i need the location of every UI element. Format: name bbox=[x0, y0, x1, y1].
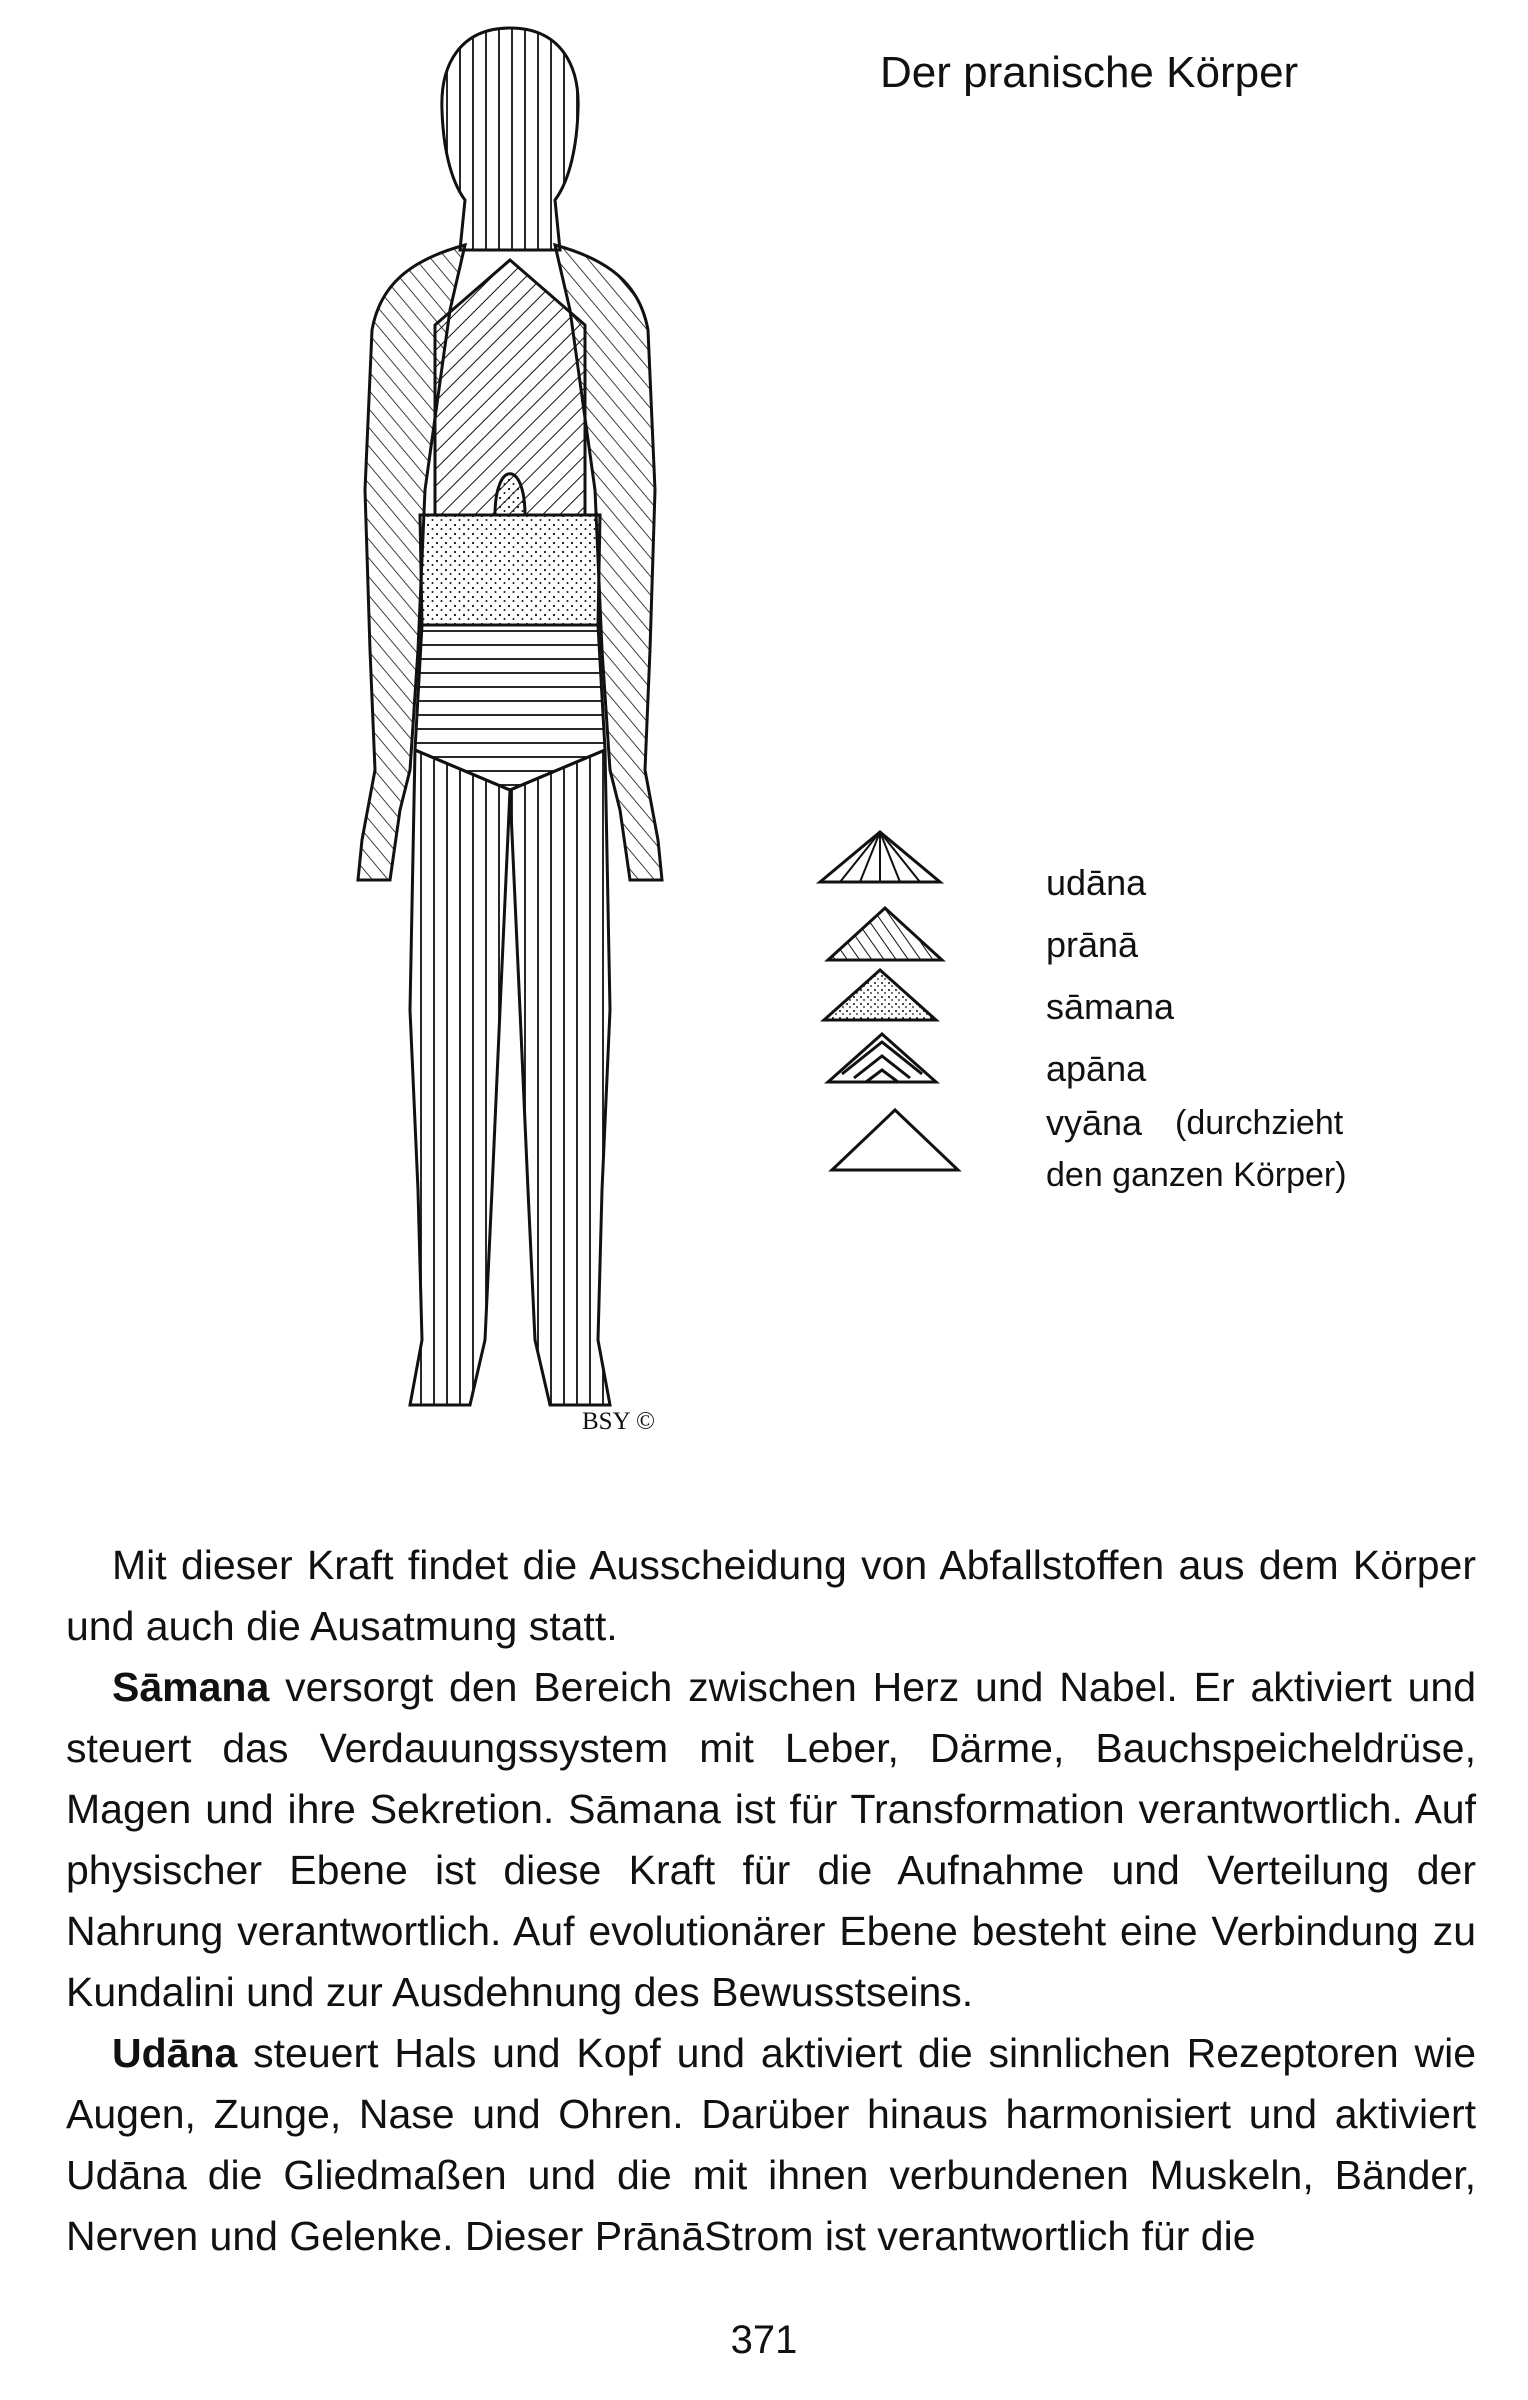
prana-legend bbox=[810, 820, 1510, 1200]
legend-symbols bbox=[810, 820, 1010, 1200]
figure-title: Der pranische Körper bbox=[880, 48, 1299, 97]
paragraph-2 bbox=[66, 1657, 1476, 2023]
paragraph-1: Mit dieser Kraft findet die Ausscheidung von Abfallstoffen aus dem Körper und auch die Ausatmung statt. bbox=[66, 1542, 1476, 1649]
legend-symbol-samana bbox=[824, 970, 936, 1020]
legend-symbol-vyana bbox=[832, 1110, 958, 1170]
legend-symbol-udana bbox=[820, 832, 940, 882]
paragraph-2-text: versorgt den Bereich zwischen Herz und Nabel. Er aktiviert und steuert das Verdauungssystem mit Leber, Därme, Bauchspeicheldrüse, Magen und ihre Sekretion. Sāmana ist für Transformation verantwortlich. Auf physischer Ebene ist diese Kraft für die Aufnahme und Verteilung der Nahrung verantwortlich. Auf evolutionärer Ebene besteht eine Verbindung zu Kundalini und zur Ausdehnung des Bewusstseins. bbox=[66, 1664, 1476, 2015]
legend-vyana-note-1: (durchzieht bbox=[1175, 1104, 1344, 1142]
legend-vyana-note-2: den ganzen Körper) bbox=[1046, 1156, 1347, 1194]
body-text bbox=[66, 1535, 1476, 2267]
term-samana: Sāmana bbox=[112, 1664, 270, 1710]
paragraph-3-text: steuert Hals und Kopf und aktiviert die sinnlichen Rezeptoren wie Augen, Zunge, Nase und Ohren. Darüber hinaus harmonisiert und aktiviert Udāna die Gliedmaßen und die mit ihnen verbundenen Muskeln, Bänder, Nerven und Gelenke. Dieser PrānāStrom ist verantwortlich für die bbox=[66, 2030, 1476, 2259]
legend-label-vyana: vyāna bbox=[1046, 1102, 1143, 1143]
pranic-body-illustration bbox=[300, 10, 720, 1440]
left-leg bbox=[410, 750, 510, 1405]
legend-symbol-prana bbox=[828, 908, 942, 960]
legend-label-samana: sāmana bbox=[1046, 986, 1175, 1027]
paragraph-3 bbox=[66, 2023, 1476, 2267]
page-number: 371 bbox=[730, 2318, 798, 2362]
right-leg bbox=[510, 750, 610, 1405]
legend-symbol-apana bbox=[828, 1034, 936, 1082]
legend-label-apana: apāna bbox=[1046, 1048, 1147, 1089]
legend-label-prana: prānā bbox=[1046, 924, 1139, 965]
term-udana: Udāna bbox=[112, 2030, 238, 2076]
head bbox=[442, 28, 578, 250]
legend-label-udana: udāna bbox=[1046, 862, 1147, 903]
illustration-credit: BSY © bbox=[582, 1408, 655, 1435]
